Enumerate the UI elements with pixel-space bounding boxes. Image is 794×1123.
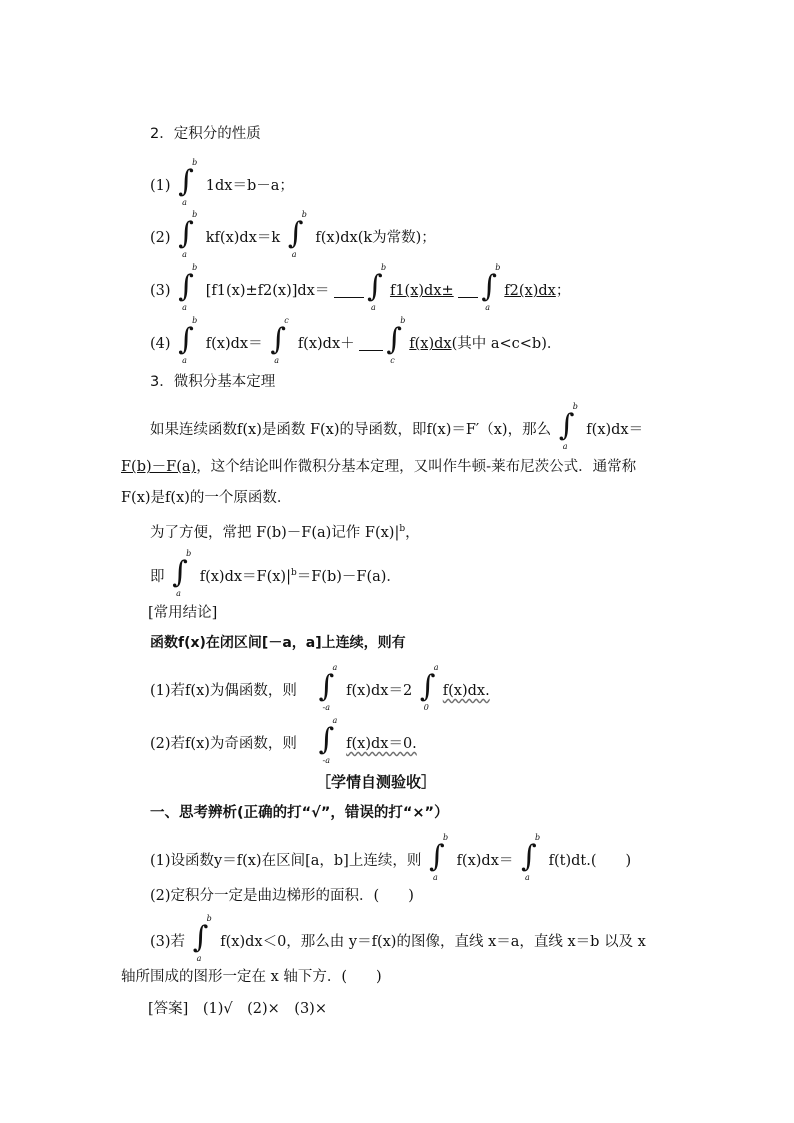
heading-fundamental-theorem: 3．微积分基本定理 — [150, 374, 276, 390]
formula-part: f(x)dx(k为常数)； — [315, 230, 436, 246]
property-1 — [150, 158, 294, 207]
integral-sign: ∫ b c — [386, 316, 406, 365]
property-number: (4) — [150, 336, 171, 352]
formula-part: kf(x)dx＝k — [205, 230, 281, 246]
property-4 — [150, 316, 562, 365]
answer-text: f2(x)dx — [504, 283, 556, 299]
paragraph-text: f(x)dx＝ — [586, 422, 644, 438]
question-text: f(t)dt.( ) — [548, 853, 632, 869]
answer-blank — [359, 332, 383, 351]
answer-blank — [458, 279, 478, 298]
integral-sign: ∫ b a — [287, 210, 307, 259]
property-1-formula: 1dx＝b－a； — [205, 178, 294, 194]
paragraph-theorem-3: F(x)是f(x)的一个原函数． — [121, 490, 292, 506]
paragraph-text: ， — [405, 524, 420, 541]
formula-part: (其中 a<c<b)． — [451, 336, 562, 352]
note-heading: [常用结论] — [148, 605, 218, 621]
question-3-continued: 轴所围成的图形一定在 x 轴下方．( ) — [121, 969, 382, 985]
integral-sign: ∫ b a — [178, 316, 198, 365]
integral-sign: ∫ b a — [366, 263, 387, 312]
question-text: f(x)dx＜0，那么由 y＝f(x)的图像，直线 x＝a，直线 x＝b 以及 x — [220, 934, 646, 950]
formula-part: f(x)dx＝ — [205, 336, 263, 352]
note-even — [150, 663, 490, 712]
question-text: (1)设函数y＝f(x)在区间[a，b]上连续，则 — [150, 853, 422, 869]
answer-line: [答案] (1)√ (2)× (3)× — [148, 1001, 327, 1017]
property-number: (3) — [150, 283, 171, 299]
answer-blank — [334, 279, 364, 298]
property-3 — [150, 263, 571, 312]
punctuation: ； — [555, 283, 571, 299]
integral-sign: ∫ c a — [270, 316, 289, 365]
integral-sign: ∫ b a — [521, 833, 541, 882]
integral-sign: ∫ b a — [178, 210, 198, 259]
property-number: (1) — [150, 178, 171, 194]
superscript: b — [290, 568, 297, 579]
note-text: (1)若f(x)为偶函数，则 — [150, 683, 297, 699]
integral-sign: ∫ b a — [558, 402, 578, 451]
question-1 — [150, 833, 632, 882]
heading-properties: 2．定积分的性质 — [150, 126, 261, 142]
integral-sign: ∫ b a — [178, 158, 198, 207]
question-text: (3)若 — [150, 934, 186, 950]
answer-text: F(b)－F(a) — [121, 459, 197, 475]
question-3 — [150, 914, 646, 963]
answer-text: f1(x)dx± — [389, 283, 454, 299]
paragraph-theorem-2 — [121, 457, 636, 477]
paragraph-text: 即 — [150, 569, 165, 585]
superscript: b — [399, 524, 406, 534]
integral-sign: ∫ b a — [428, 833, 449, 882]
property-2 — [150, 210, 436, 259]
formula-part: f(x)dx＋ — [297, 336, 355, 352]
note-intro: 函数f(x)在闭区间[－a，a]上连续，则有 — [150, 635, 406, 651]
paragraph-text: ＝F(b)－F(a)． — [296, 569, 401, 585]
question-text: f(x)dx＝ — [456, 853, 514, 869]
paragraph-text: 为了方便，常把 F(b)－F(a)记作 F(x)| — [150, 524, 400, 541]
note-text: f(x)dx. — [442, 683, 490, 699]
answer-text: f(x)dx — [409, 336, 452, 352]
note-text: f(x)dx＝0. — [346, 736, 417, 752]
section-title: ［学情自测验收］ — [316, 773, 437, 791]
integral-sign: ∫ b a — [481, 263, 501, 312]
paragraph-notation — [150, 519, 420, 543]
question-2: (2)定积分一定是曲边梯形的面积．( ) — [150, 888, 414, 904]
integral-sign: ∫ a 0 — [419, 663, 439, 712]
paragraph-text: ，这个结论叫作微积分基本定理，又叫作牛顿-莱布尼茨公式．通常称 — [196, 459, 637, 475]
integral-sign: ∫ b a — [178, 263, 198, 312]
question-heading-text: 一、思考辨析(正确的打“√”，错误的打“×”） — [150, 805, 449, 821]
paragraph-formula — [150, 549, 401, 598]
integral-sign: ∫ a -a — [318, 716, 338, 765]
integral-sign: ∫ a -a — [318, 663, 338, 712]
paragraph-text: f(x)dx＝F(x)| — [199, 569, 291, 585]
property-number: (2) — [150, 230, 171, 246]
integral-sign: ∫ b a — [172, 549, 192, 598]
question-heading — [150, 803, 449, 823]
note-odd — [150, 716, 417, 765]
note-text: f(x)dx＝2 — [346, 683, 413, 699]
note-text: (2)若f(x)为奇函数，则 — [150, 736, 297, 752]
integral-sign: ∫ b a — [192, 914, 212, 963]
formula-part: [f1(x)±f2(x)]dx＝ — [205, 283, 330, 299]
paragraph-theorem — [150, 402, 644, 451]
paragraph-text: 如果连续函数f(x)是函数 F(x)的导函数，即f(x)＝F′（x)，那么 — [150, 422, 552, 438]
